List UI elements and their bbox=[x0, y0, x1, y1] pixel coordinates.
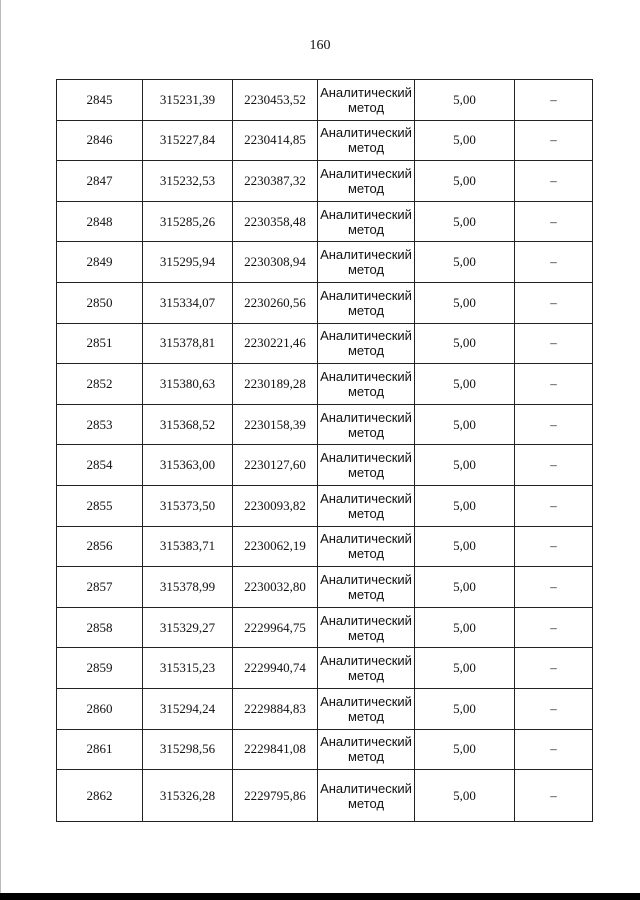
y-coordinate-cell: 2229964,75 bbox=[233, 607, 318, 648]
y-coordinate-cell: 2230189,28 bbox=[233, 364, 318, 405]
error-cell: 5,00 bbox=[415, 242, 515, 283]
y-coordinate-cell: 2230260,56 bbox=[233, 282, 318, 323]
table-row bbox=[57, 770, 593, 822]
method-line2: метод bbox=[347, 343, 385, 359]
error-cell: 5,00 bbox=[415, 282, 515, 323]
method-line1: Аналитический bbox=[320, 653, 412, 669]
table-row bbox=[57, 242, 593, 283]
method-line1: Аналитический bbox=[320, 734, 412, 750]
x-coordinate-cell: 315285,26 bbox=[143, 201, 233, 242]
method-cell bbox=[318, 526, 415, 567]
point-id-cell: 2860 bbox=[57, 688, 143, 729]
method-cell bbox=[318, 80, 415, 121]
y-coordinate-cell: 2230387,32 bbox=[233, 161, 318, 202]
point-id-cell: 2852 bbox=[57, 364, 143, 405]
point-id-cell: 2859 bbox=[57, 648, 143, 689]
point-id-cell: 2862 bbox=[57, 770, 143, 822]
y-coordinate-cell: 2229884,83 bbox=[233, 688, 318, 729]
error-cell: 5,00 bbox=[415, 526, 515, 567]
y-coordinate-cell: 2230414,85 bbox=[233, 120, 318, 161]
method-line2: метод bbox=[347, 180, 385, 196]
method-cell bbox=[318, 729, 415, 770]
method-line1: Аналитический bbox=[320, 693, 412, 709]
error-cell: 5,00 bbox=[415, 364, 515, 405]
method-cell bbox=[318, 404, 415, 445]
x-coordinate-cell: 315363,00 bbox=[143, 445, 233, 486]
method-line2: метод bbox=[347, 262, 385, 278]
error-cell: 5,00 bbox=[415, 607, 515, 648]
y-coordinate-cell: 2230221,46 bbox=[233, 323, 318, 364]
method-line2: метод bbox=[347, 627, 385, 643]
error-cell: 5,00 bbox=[415, 567, 515, 608]
error-cell: 5,00 bbox=[415, 770, 515, 822]
note-cell: – bbox=[515, 120, 593, 161]
method-line1: Аналитический bbox=[320, 450, 412, 466]
method-cell bbox=[318, 161, 415, 202]
x-coordinate-cell: 315378,99 bbox=[143, 567, 233, 608]
table-row bbox=[57, 323, 593, 364]
y-coordinate-cell: 2229841,08 bbox=[233, 729, 318, 770]
method-cell bbox=[318, 688, 415, 729]
method-line1: Аналитический bbox=[320, 165, 412, 181]
error-cell: 5,00 bbox=[415, 688, 515, 729]
note-cell: – bbox=[515, 648, 593, 689]
method-cell bbox=[318, 485, 415, 526]
y-coordinate-cell: 2230308,94 bbox=[233, 242, 318, 283]
method-line1: Аналитический bbox=[320, 571, 412, 587]
y-coordinate-cell: 2230062,19 bbox=[233, 526, 318, 567]
method-line2: метод bbox=[347, 140, 385, 156]
page-number: 160 bbox=[309, 38, 331, 53]
method-line2: метод bbox=[347, 302, 385, 318]
y-coordinate-cell: 2229795,86 bbox=[233, 770, 318, 822]
method-line2: метод bbox=[347, 586, 385, 602]
method-line2: метод bbox=[347, 221, 385, 237]
table-row bbox=[57, 688, 593, 729]
note-cell: – bbox=[515, 282, 593, 323]
method-cell bbox=[318, 607, 415, 648]
point-id-cell: 2853 bbox=[57, 404, 143, 445]
error-cell: 5,00 bbox=[415, 201, 515, 242]
x-coordinate-cell: 315227,84 bbox=[143, 120, 233, 161]
method-cell bbox=[318, 323, 415, 364]
x-coordinate-cell: 315378,81 bbox=[143, 323, 233, 364]
method-cell bbox=[318, 242, 415, 283]
table-row bbox=[57, 404, 593, 445]
scan-bottom-edge bbox=[0, 893, 640, 900]
x-coordinate-cell: 315329,27 bbox=[143, 607, 233, 648]
note-cell: – bbox=[515, 607, 593, 648]
method-line1: Аналитический bbox=[320, 368, 412, 384]
method-line1: Аналитический bbox=[320, 287, 412, 303]
note-cell: – bbox=[515, 404, 593, 445]
y-coordinate-cell: 2230032,80 bbox=[233, 567, 318, 608]
table-row bbox=[57, 80, 593, 121]
x-coordinate-cell: 315380,63 bbox=[143, 364, 233, 405]
point-id-cell: 2849 bbox=[57, 242, 143, 283]
method-cell bbox=[318, 201, 415, 242]
x-coordinate-cell: 315294,24 bbox=[143, 688, 233, 729]
note-cell: – bbox=[515, 770, 593, 822]
point-id-cell: 2857 bbox=[57, 567, 143, 608]
x-coordinate-cell: 315326,28 bbox=[143, 770, 233, 822]
method-line2: метод bbox=[347, 465, 385, 481]
method-line2: метод bbox=[347, 749, 385, 765]
y-coordinate-cell: 2230358,48 bbox=[233, 201, 318, 242]
method-line2: метод bbox=[347, 99, 385, 115]
error-cell: 5,00 bbox=[415, 445, 515, 486]
method-line2: метод bbox=[347, 795, 385, 811]
scan-edge bbox=[0, 0, 1, 900]
table-row bbox=[57, 567, 593, 608]
table-row bbox=[57, 607, 593, 648]
error-cell: 5,00 bbox=[415, 120, 515, 161]
x-coordinate-cell: 315232,53 bbox=[143, 161, 233, 202]
table-row bbox=[57, 201, 593, 242]
method-line2: метод bbox=[347, 708, 385, 724]
table-row bbox=[57, 120, 593, 161]
method-line2: метод bbox=[347, 424, 385, 440]
method-cell bbox=[318, 120, 415, 161]
method-cell bbox=[318, 648, 415, 689]
method-cell bbox=[318, 445, 415, 486]
note-cell: – bbox=[515, 201, 593, 242]
method-line1: Аналитический bbox=[320, 612, 412, 628]
method-line1: Аналитический bbox=[320, 531, 412, 547]
method-line1: Аналитический bbox=[320, 328, 412, 344]
table-row bbox=[57, 648, 593, 689]
point-id-cell: 2856 bbox=[57, 526, 143, 567]
table-row bbox=[57, 282, 593, 323]
note-cell: – bbox=[515, 364, 593, 405]
note-cell: – bbox=[515, 526, 593, 567]
table-row bbox=[57, 485, 593, 526]
point-id-cell: 2858 bbox=[57, 607, 143, 648]
table-row bbox=[57, 526, 593, 567]
x-coordinate-cell: 315334,07 bbox=[143, 282, 233, 323]
note-cell: – bbox=[515, 688, 593, 729]
error-cell: 5,00 bbox=[415, 80, 515, 121]
x-coordinate-cell: 315383,71 bbox=[143, 526, 233, 567]
y-coordinate-cell: 2230158,39 bbox=[233, 404, 318, 445]
x-coordinate-cell: 315231,39 bbox=[143, 80, 233, 121]
coordinates-table bbox=[56, 79, 593, 822]
y-coordinate-cell: 2229940,74 bbox=[233, 648, 318, 689]
table-row bbox=[57, 729, 593, 770]
method-line1: Аналитический bbox=[320, 247, 412, 263]
note-cell: – bbox=[515, 567, 593, 608]
method-line2: метод bbox=[347, 505, 385, 521]
method-line2: метод bbox=[347, 546, 385, 562]
method-cell bbox=[318, 282, 415, 323]
y-coordinate-cell: 2230093,82 bbox=[233, 485, 318, 526]
x-coordinate-cell: 315368,52 bbox=[143, 404, 233, 445]
table-row bbox=[57, 445, 593, 486]
method-line1: Аналитический bbox=[320, 409, 412, 425]
note-cell: – bbox=[515, 80, 593, 121]
method-line1: Аналитический bbox=[320, 780, 412, 796]
method-line1: Аналитический bbox=[320, 125, 412, 141]
x-coordinate-cell: 315298,56 bbox=[143, 729, 233, 770]
error-cell: 5,00 bbox=[415, 161, 515, 202]
error-cell: 5,00 bbox=[415, 729, 515, 770]
method-cell bbox=[318, 770, 415, 822]
method-cell bbox=[318, 567, 415, 608]
point-id-cell: 2854 bbox=[57, 445, 143, 486]
point-id-cell: 2851 bbox=[57, 323, 143, 364]
error-cell: 5,00 bbox=[415, 648, 515, 689]
error-cell: 5,00 bbox=[415, 485, 515, 526]
y-coordinate-cell: 2230453,52 bbox=[233, 80, 318, 121]
method-line1: Аналитический bbox=[320, 84, 412, 100]
note-cell: – bbox=[515, 729, 593, 770]
point-id-cell: 2845 bbox=[57, 80, 143, 121]
x-coordinate-cell: 315373,50 bbox=[143, 485, 233, 526]
method-line2: метод bbox=[347, 668, 385, 684]
point-id-cell: 2855 bbox=[57, 485, 143, 526]
method-line1: Аналитический bbox=[320, 490, 412, 506]
table-row bbox=[57, 161, 593, 202]
y-coordinate-cell: 2230127,60 bbox=[233, 445, 318, 486]
point-id-cell: 2847 bbox=[57, 161, 143, 202]
note-cell: – bbox=[515, 445, 593, 486]
note-cell: – bbox=[515, 485, 593, 526]
table-body bbox=[57, 80, 593, 822]
note-cell: – bbox=[515, 323, 593, 364]
point-id-cell: 2846 bbox=[57, 120, 143, 161]
error-cell: 5,00 bbox=[415, 404, 515, 445]
method-cell bbox=[318, 364, 415, 405]
error-cell: 5,00 bbox=[415, 323, 515, 364]
x-coordinate-cell: 315315,23 bbox=[143, 648, 233, 689]
point-id-cell: 2848 bbox=[57, 201, 143, 242]
note-cell: – bbox=[515, 242, 593, 283]
method-line2: метод bbox=[347, 383, 385, 399]
table-row bbox=[57, 364, 593, 405]
point-id-cell: 2861 bbox=[57, 729, 143, 770]
method-line1: Аналитический bbox=[320, 206, 412, 222]
x-coordinate-cell: 315295,94 bbox=[143, 242, 233, 283]
note-cell: – bbox=[515, 161, 593, 202]
point-id-cell: 2850 bbox=[57, 282, 143, 323]
